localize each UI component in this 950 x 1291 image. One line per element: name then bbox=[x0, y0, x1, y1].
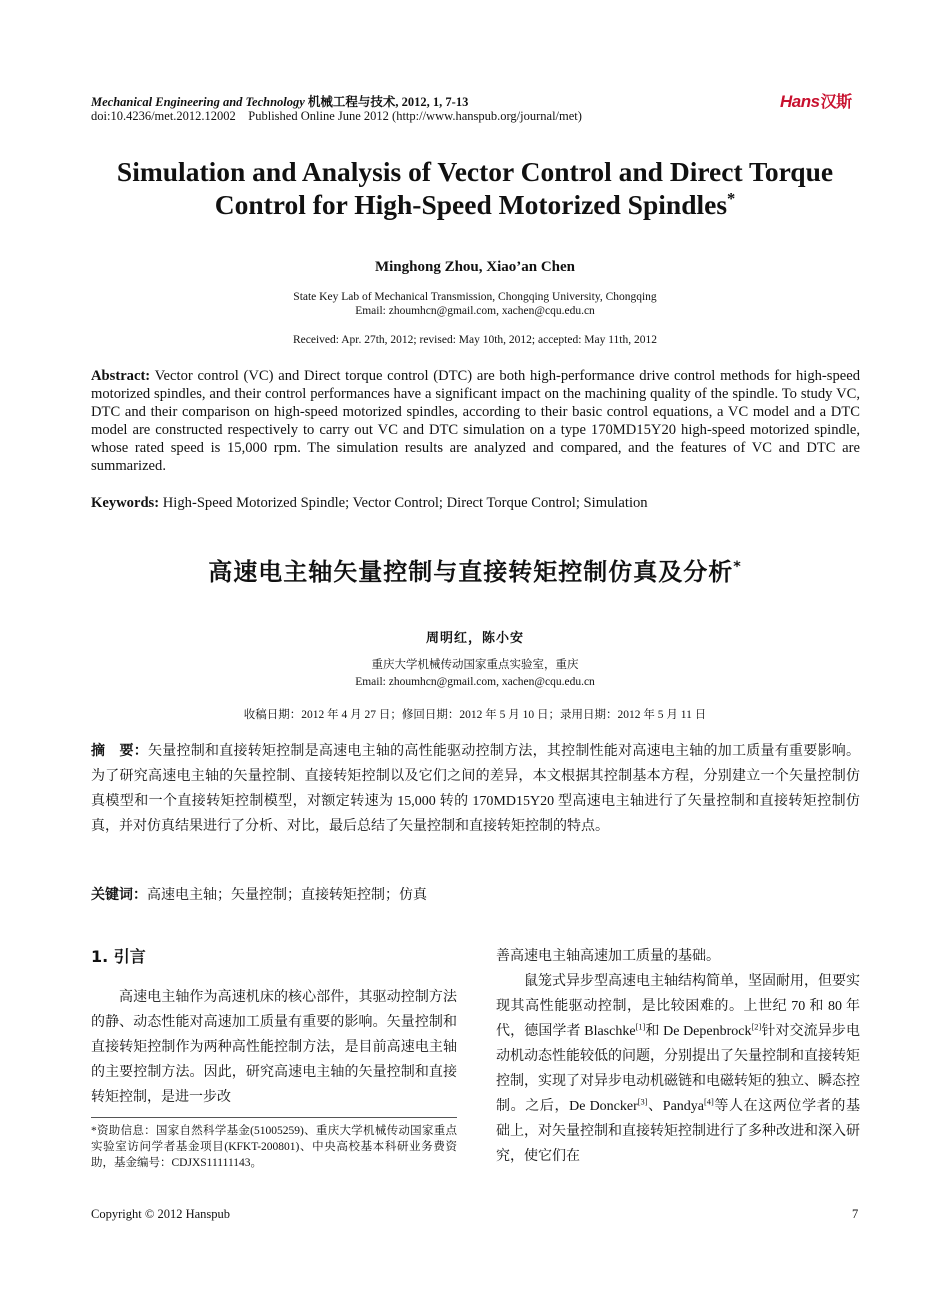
right-para-2-d: 、Pandya bbox=[647, 1099, 704, 1114]
affiliation-cn-text: 重庆大学机械传动国家重点实验室，重庆 bbox=[371, 659, 579, 671]
journal-header bbox=[91, 92, 468, 110]
email-en: Email: zhoumhcn@gmail.com, xachen@cqu.edu.cn bbox=[355, 305, 595, 317]
authors-en: Minghong Zhou, Xiao’an Chen bbox=[374, 259, 576, 275]
footnote-funding: *资助信息：国家自然科学基金(51005259)、重庆大学机械传动国家重点实验室访问学者基金项目(KFKT-200801)、中央高校基本科研业务费资助，基金编号：CDJXS11111143。 bbox=[91, 1125, 457, 1169]
title-cn-mark: * bbox=[733, 559, 742, 575]
journal-issue: 机械工程与技术, 2012, 1, 7-13 bbox=[307, 95, 469, 109]
footer-page-number: 7 bbox=[852, 1207, 859, 1221]
title-cn bbox=[60, 552, 890, 587]
footer-copyright: Copyright © 2012 Hanspub bbox=[91, 1207, 231, 1221]
logo-cn: 汉斯 bbox=[820, 94, 852, 111]
doi-line: doi:10.4236/met.2012.12002 Published Online June 2012 (http://www.hanspub.org/journal/met) bbox=[91, 109, 582, 123]
keywords-en-text: High-Speed Motorized Spindle; Vector Control; Direct Torque Control; Simulation bbox=[162, 495, 648, 511]
keywords-cn-label: 关键词： bbox=[91, 888, 147, 903]
abstract-en-label: Abstract: bbox=[91, 368, 151, 384]
affiliation-cn bbox=[60, 657, 890, 691]
received-en: Received: Apr. 27th, 2012; revised: May 10th, 2012; accepted: May 11th, 2012 bbox=[293, 334, 657, 346]
ref-4[interactable]: [4] bbox=[704, 1097, 714, 1107]
keywords-en bbox=[91, 494, 860, 512]
right-para-2-c: 针对交流异步电动机动态性能较低的问题，分别提出了矢量控制和直接转矩控制，实现了对异步电动机磁链和电磁转矩的独立、瞬态控制。之后，De Doncker bbox=[496, 1024, 861, 1114]
journal-name-en: Mechanical Engineering and Technology bbox=[91, 95, 305, 109]
abstract-cn bbox=[91, 739, 860, 839]
section-heading-intro: 1. 引言 bbox=[91, 947, 146, 966]
title-en-line1: Simulation and Analysis of Vector Control and Direct Torque bbox=[116, 156, 834, 187]
email-cn: Email: zhoumhcn@gmail.com, xachen@cqu.edu.cn bbox=[355, 676, 595, 688]
title-en-line2: Control for High-Speed Motorized Spindles bbox=[214, 189, 728, 220]
right-para-2-b: 和 De Depenbrock bbox=[645, 1024, 752, 1039]
footnote-divider bbox=[91, 1117, 457, 1118]
right-para-2 bbox=[496, 969, 860, 1169]
title-cn-text: 高速电主轴矢量控制与直接转矩控制仿真及分析 bbox=[208, 558, 734, 586]
logo-latin: Hans bbox=[780, 92, 820, 111]
authors-cn: 周明红，陈小安 bbox=[425, 630, 524, 645]
ref-2[interactable]: [2] bbox=[751, 1022, 762, 1032]
title-en-mark: * bbox=[727, 188, 736, 208]
body-left-column: 高速电主轴作为高速机床的核心部件，其驱动控制方法的静、动态性能对高速加工质量有重要的影响。矢量控制和直接转矩控制作为两种高性能控制方法，是目前高速电主轴的主要控制方法。因此，研究高速电主轴的矢量控制和直接转矩控制，是进一步改 bbox=[91, 990, 457, 1105]
title-en bbox=[60, 155, 890, 221]
keywords-cn-text: 高速电主轴；矢量控制；直接转矩控制；仿真 bbox=[147, 888, 427, 903]
body-right-column bbox=[496, 944, 860, 1169]
affiliation-en-text: State Key Lab of Mechanical Transmission, Chongqing University, Chongqing bbox=[293, 291, 657, 303]
ref-3[interactable]: [3] bbox=[637, 1097, 648, 1107]
abstract-cn-label: 摘 要： bbox=[91, 744, 148, 759]
right-para-2-a: 鼠笼式异步型高速电主轴结构简单，坚固耐用，但要实现其高性能驱动控制，是比较困难的。上世纪 70 和 80 年代，德国学者 Blaschke bbox=[496, 974, 860, 1039]
right-para-1: 善高速电主轴高速加工质量的基础。 bbox=[496, 949, 720, 964]
abstract-en-text: Vector control (VC) and Direct torque control (DTC) are both high-performance drive control methods for high-speed motorized spindles, and their control performances have a significant impact on the machining quality of the spindle. To study VC, DTC and their comparison on high-speed motorized spindles, according to their basic control equations, a VC model and a DTC model are constructed respectively to carry out VC and DTC simulation on a type 170MD15Y20 high-speed motorized spindle, whose rated speed is 15,000 rpm. The simulation results are analyzed and compared, and the features of VC and DTC are summarized. bbox=[91, 368, 861, 474]
right-para-2-e: 等人在这两位学者的基础上，对矢量控制和直接转矩控制进行了多种改进和深入研究，使它们在 bbox=[496, 1099, 860, 1164]
ref-1[interactable]: [1] bbox=[635, 1022, 646, 1032]
keywords-cn bbox=[91, 883, 860, 908]
received-cn: 收稿日期：2012 年 4 月 27 日；修回日期：2012 年 5 月 10 日；录用日期：2012 年 5 月 11 日 bbox=[243, 709, 707, 721]
keywords-en-label: Keywords: bbox=[91, 495, 160, 511]
abstract-cn-text: 矢量控制和直接转矩控制是高速电主轴的高性能驱动控制方法，其控制性能对高速电主轴的加工质量有重要影响。为了研究高速电主轴的矢量控制、直接转矩控制以及它们之间的差异，本文根据其控制基本方程，分别建立一个矢量控制仿真模型和一个直接转矩控制模型，对额定转速为 15,000 转的 170MD15Y20 型高速电主轴进行了矢量控制和直接转矩控制仿真，并对仿真结果进行了分析、对比，最后总结了矢量控制和直接转矩控制的特点。 bbox=[91, 744, 861, 834]
abstract-en bbox=[91, 367, 860, 475]
publisher-logo bbox=[780, 89, 852, 112]
affiliation-en bbox=[60, 290, 890, 318]
